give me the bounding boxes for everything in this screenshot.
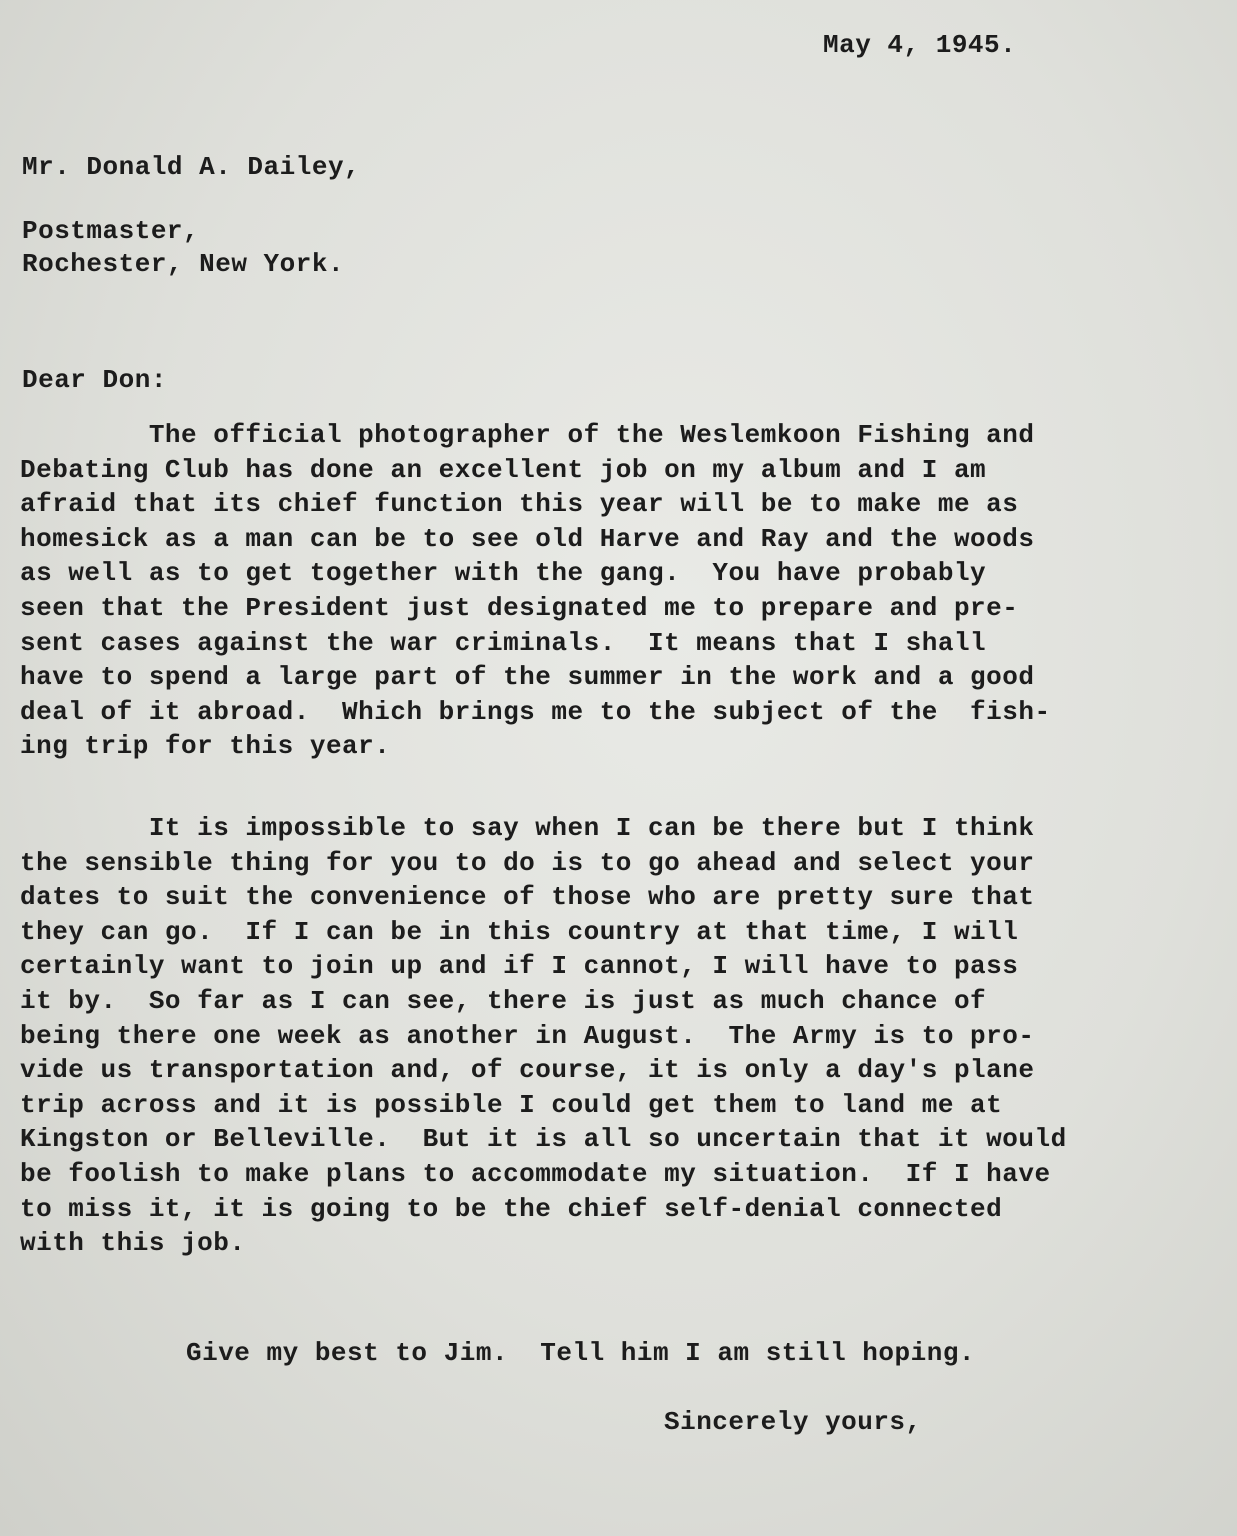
paragraph-line: deal of it abroad. Which brings me to the subject of the fish-: [20, 696, 1051, 727]
paragraph-line: Debating Club has done an excellent job on my album and I am: [20, 454, 987, 485]
recipient-title: Postmaster,: [22, 216, 200, 246]
closing-line: Give my best to Jim. Tell him I am still hoping.: [186, 1338, 976, 1368]
paragraph-line: be foolish to make plans to accommodate my situation. If I have: [20, 1158, 1051, 1189]
paragraph-line: The official photographer of the Weslemkoon Fishing and: [20, 420, 1035, 450]
paragraph-line: trip across and it is possible I could get them to land me at: [20, 1089, 1003, 1120]
paragraph-line: to miss it, it is going to be the chief self-denial connected: [20, 1193, 1003, 1224]
paragraph-line: sent cases against the war criminals. It means that I shall: [20, 627, 987, 658]
paragraph-line: Kingston or Belleville. But it is all so uncertain that it would: [20, 1124, 1067, 1155]
paragraph-line: certainly want to join up and if I cannot, I will have to pass: [20, 951, 1019, 982]
paragraph-line: dates to suit the convenience of those who are pretty sure that: [20, 882, 1035, 913]
paragraph-line: as well as to get together with the gang. You have probably: [20, 558, 987, 589]
recipient-name: Mr. Donald A. Dailey,: [22, 152, 361, 182]
recipient-location: Rochester, New York.: [22, 249, 345, 279]
paragraph-line: with this job.: [20, 1228, 246, 1259]
paragraph-line: ing trip for this year.: [20, 731, 391, 762]
salutation: Dear Don:: [22, 365, 167, 395]
paragraph-line: they can go. If I can be in this country at that time, I will: [20, 916, 1019, 947]
paragraph-line: vide us transportation and, of course, it is only a day's plane: [20, 1055, 1035, 1086]
paragraph-2: [20, 811, 1210, 1261]
paragraph-line: homesick as a man can be to see old Harve and Ray and the woods: [20, 523, 1035, 554]
paragraph-line: afraid that its chief function this year will be to make me as: [20, 489, 1019, 520]
paragraph-1: [20, 418, 1210, 764]
valediction: Sincerely yours,: [664, 1407, 922, 1437]
paragraph-line: it by. So far as I can see, there is just as much chance of: [20, 985, 987, 1016]
paragraph-line: It is impossible to say when I can be there but I think: [20, 813, 1035, 843]
paragraph-line: the sensible thing for you to do is to go ahead and select your: [20, 847, 1035, 878]
letter-date: May 4, 1945.: [823, 30, 1017, 60]
paragraph-line: have to spend a large part of the summer in the work and a good: [20, 662, 1035, 693]
paragraph-line: being there one week as another in August. The Army is to pro-: [20, 1020, 1035, 1051]
paragraph-line: seen that the President just designated me to prepare and pre-: [20, 592, 1019, 623]
